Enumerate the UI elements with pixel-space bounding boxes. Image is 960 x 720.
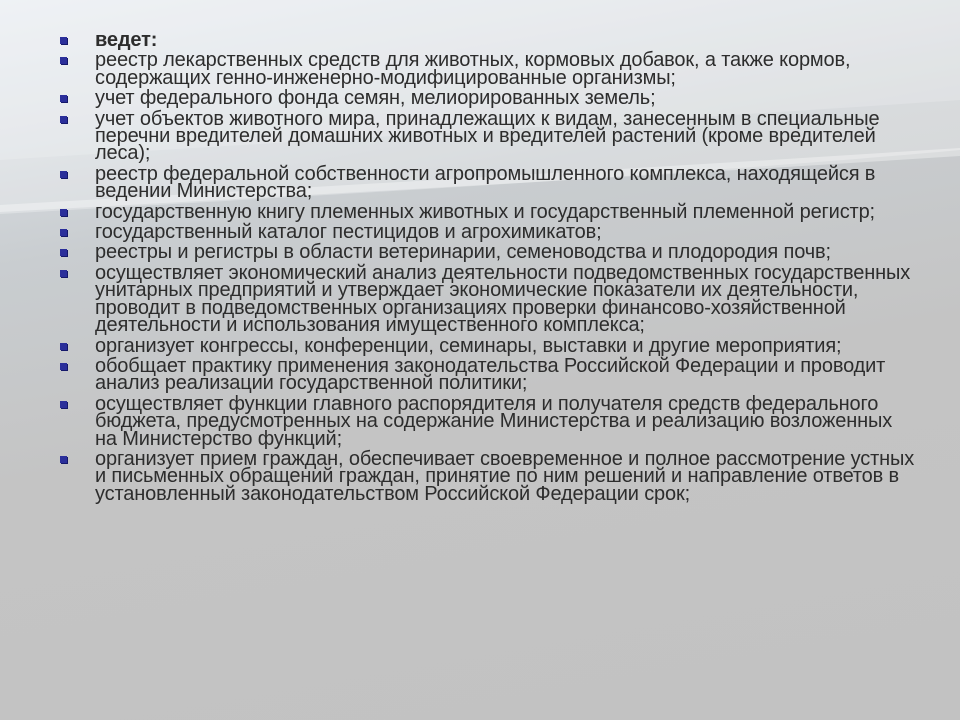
list-item bbox=[58, 392, 918, 450]
list-item-text: осуществляет экономический анализ деятельности подведомственных государственных унитарных предприятий и утверждает экономические показатели их деятельности, проводит в подведомственных организациях проверки финансово-хозяйственной деятельности и использования имущественного комплекса; bbox=[95, 261, 911, 337]
bullet-marker-icon bbox=[60, 401, 67, 408]
list-item bbox=[58, 334, 918, 357]
list-item bbox=[58, 200, 918, 223]
list-item-text: осуществляет функции главного распорядителя и получателя средств федерального бюджета, предусмотренных на содержание Министерства и реализацию возложенных на Министерство функций; bbox=[95, 392, 893, 450]
bullet-marker-icon bbox=[60, 209, 67, 216]
bullet-marker-icon bbox=[60, 95, 67, 102]
list-item bbox=[58, 261, 918, 337]
list-item bbox=[58, 107, 918, 165]
bullet-marker-icon bbox=[60, 270, 67, 277]
bullet-marker-icon bbox=[60, 343, 67, 350]
list-item bbox=[58, 354, 918, 395]
list-item bbox=[58, 241, 918, 264]
list-item bbox=[58, 87, 918, 110]
list-item-text: государственный каталог пестицидов и агрохимикатов; bbox=[95, 221, 602, 244]
list-item-text: реестр федеральной собственности агропромышленного комплекса, находящейся в ведении Министерства; bbox=[95, 162, 876, 203]
list-item bbox=[58, 221, 918, 244]
list-item bbox=[58, 162, 918, 203]
list-item-text: реестры и регистры в области ветеринарии, семеноводства и плодородия почв; bbox=[95, 241, 831, 264]
list-item-text: организует прием граждан, обеспечивает своевременное и полное рассмотрение устных и письменных обращений граждан, принятие по ним решений и направление ответов в установленный законодательством Российской Федерации срок; bbox=[95, 447, 915, 505]
list-item-text: учет федерального фонда семян, мелиорированных земель; bbox=[95, 87, 656, 110]
bullet-marker-icon bbox=[60, 116, 67, 123]
bullet-marker-icon bbox=[60, 363, 67, 370]
bullet-marker-icon bbox=[60, 456, 67, 463]
list-item-text: учет объектов животного мира, принадлежащих к видам, занесенным в специальные перечни вредителей домашних животных и вредителей растений (кроме вредителей леса); bbox=[95, 107, 880, 165]
slide-content bbox=[58, 29, 918, 506]
bullet-marker-icon bbox=[60, 37, 67, 44]
list-item-text: реестр лекарственных средств для животных, кормовых добавок, а также кормов, содержащих генно-инженерно-модифицированные организмы; bbox=[95, 49, 851, 89]
list-item bbox=[58, 447, 918, 505]
list-item-text: ведет: bbox=[95, 29, 158, 51]
bullet-marker-icon bbox=[60, 57, 67, 64]
bullet-list bbox=[58, 29, 918, 505]
list-item-text: обобщает практику применения законодательства Российской Федерации и проводит анализ реализации государственной политики; bbox=[95, 354, 886, 395]
list-item bbox=[58, 29, 918, 51]
bullet-marker-icon bbox=[60, 229, 67, 236]
list-item-text: организует конгрессы, конференции, семинары, выставки и другие мероприятия; bbox=[95, 334, 842, 357]
list-item-text: государственную книгу племенных животных и государственный племенной регистр; bbox=[95, 200, 875, 223]
bullet-marker-icon bbox=[60, 249, 67, 256]
list-item bbox=[58, 49, 918, 89]
bullet-marker-icon bbox=[60, 171, 67, 178]
